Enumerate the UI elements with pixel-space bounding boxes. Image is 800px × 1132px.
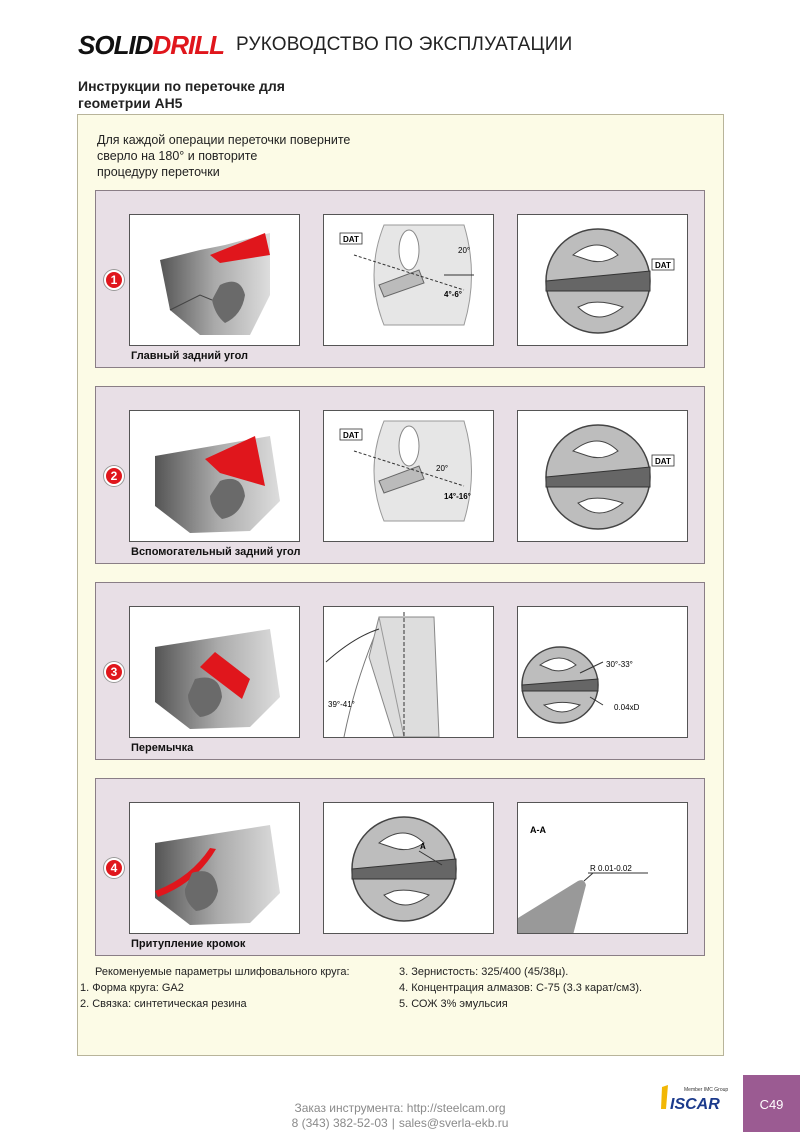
phone-text: 8 (343) 382-52-03 — [291, 1116, 388, 1130]
angle-label: 20° — [458, 246, 471, 255]
order-url-text: Заказ инструмента: http://steelcam.org — [294, 1101, 506, 1115]
step-3-panel — [95, 582, 705, 760]
step-2-panel — [95, 386, 705, 564]
subtitle-line-2: геометрии AH5 — [78, 95, 183, 111]
step-number-badge: 1 — [104, 270, 124, 290]
step-label: Вспомогательный задний угол — [131, 546, 301, 558]
member-text: Member IMC Group — [684, 1087, 729, 1093]
params-heading: Рекоменуемые параметры шлифовального круга: — [95, 966, 350, 978]
section-mark: A — [420, 842, 426, 851]
param-item: 5. СОЖ 3% эмульсия — [399, 998, 508, 1010]
dat-label: DAT — [343, 235, 359, 244]
drill-end-view-diagram — [517, 214, 688, 346]
radius-label: R 0.01-0.02 — [590, 864, 632, 873]
section-label: A-A — [530, 825, 546, 835]
step-number-badge: 4 — [104, 858, 124, 878]
subtitle-line-1: Инструкции по переточке для — [78, 78, 285, 94]
logo-drill: DRILL — [152, 29, 224, 60]
intro-line-2: сверло на 180° и повторите — [97, 149, 258, 163]
grinding-wheel-diagram — [323, 410, 494, 542]
web-thinning-diagram — [517, 606, 688, 738]
step-label: Главный задний угол — [131, 350, 249, 362]
param-item: 3. Зернистость: 325/400 (45/38µ). — [399, 966, 569, 978]
angle-label: 20° — [436, 464, 449, 473]
wheel-params-right — [399, 964, 699, 1012]
intro-text — [97, 132, 357, 180]
grinding-wheel-diagram — [323, 214, 494, 346]
param-item: 1. Форма круга: GA2 — [80, 982, 184, 994]
point-angle-diagram — [323, 606, 494, 738]
angle-label: 39°-41° — [328, 700, 355, 709]
email-text: sales@sverla-ekb.ru — [398, 1116, 509, 1130]
angle-label: 14°-16° — [444, 492, 471, 501]
step-label: Притупление кромок — [131, 938, 246, 950]
solid-drill-logo — [78, 30, 224, 61]
dat-label: DAT — [655, 261, 671, 270]
angle-label: 30°-33° — [606, 660, 633, 669]
dimension-label: 0.04xD — [614, 703, 640, 712]
drill-tip-photo — [129, 410, 300, 542]
param-item: 2. Связка: синтетическая резина — [80, 998, 247, 1010]
step-number-badge: 3 — [104, 662, 124, 682]
page-number-tab: C49 — [743, 1075, 800, 1132]
iscar-text: ISCAR — [670, 1096, 720, 1113]
section-subtitle — [78, 78, 338, 112]
drill-tip-photo — [129, 214, 300, 346]
step-4-panel — [95, 778, 705, 956]
step-label: Перемычка — [131, 742, 194, 754]
separator: | — [391, 1116, 395, 1130]
drill-end-view-diagram — [517, 410, 688, 542]
dat-label: DAT — [343, 431, 359, 440]
angle-label: 4°-6° — [444, 290, 462, 299]
intro-line-1: Для каждой операции переточки поверните — [97, 133, 351, 147]
drill-end-view-diagram — [323, 802, 494, 934]
logo-solid: SOLID — [78, 29, 153, 60]
wheel-params-left — [80, 964, 380, 1012]
instructions-panel — [77, 114, 724, 1056]
intro-line-3: процедуру переточки — [97, 165, 220, 179]
page-footer — [0, 1101, 800, 1131]
step-1-panel — [95, 190, 705, 368]
header-title: РУКОВОДСТВО ПО ЭКСПЛУАТАЦИИ — [236, 34, 573, 55]
param-item: 4. Концентрация алмазов: C-75 (3.3 карат/см3). — [399, 982, 643, 994]
dat-label: DAT — [655, 457, 671, 466]
step-number-badge: 2 — [104, 466, 124, 486]
drill-tip-photo — [129, 802, 300, 934]
drill-tip-photo — [129, 606, 300, 738]
contact-line — [0, 1116, 800, 1131]
page-header — [78, 30, 573, 60]
edge-hone-section-diagram — [517, 802, 688, 934]
